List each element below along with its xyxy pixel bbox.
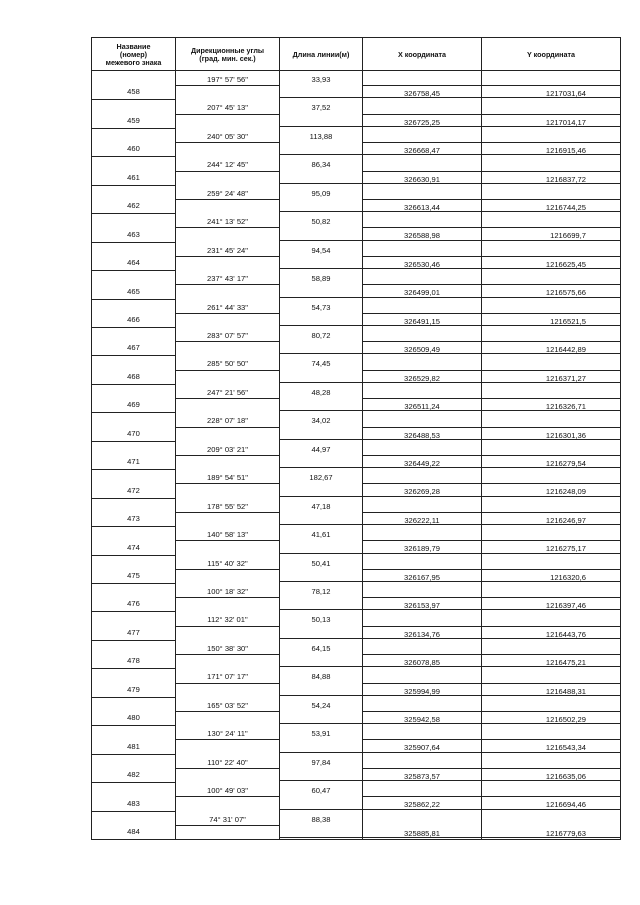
row-divider <box>280 809 362 810</box>
row-divider <box>482 654 620 655</box>
line-length: 94,54 <box>311 245 331 255</box>
point-name: 483 <box>127 798 140 808</box>
y-coordinate: 1216779,63 <box>545 828 586 838</box>
row-divider <box>280 240 362 241</box>
row-divider <box>92 355 175 356</box>
point-name: 469 <box>127 400 140 410</box>
point-name: 480 <box>127 713 140 723</box>
boundary-table <box>91 37 621 840</box>
x-coordinate: 326758,45 <box>404 89 440 99</box>
direction-angle: 189° 54' 51" <box>207 473 248 483</box>
point-name: 465 <box>127 286 140 296</box>
row-divider <box>363 199 481 200</box>
line-length: 97,84 <box>311 757 331 767</box>
header-name: Название (номер) межевого знака <box>105 41 162 67</box>
row-divider <box>176 597 279 598</box>
row-divider <box>176 654 279 655</box>
x-coordinate: 325994,99 <box>404 686 440 696</box>
row-divider <box>280 268 362 269</box>
x-coordinate: 326078,85 <box>404 658 440 668</box>
row-divider <box>280 752 362 753</box>
row-divider <box>280 780 362 781</box>
direction-angle: 112° 32' 01" <box>207 615 248 625</box>
row-divider <box>92 583 175 584</box>
direction-angle: 130° 24' 11" <box>207 729 248 739</box>
x-coordinate: 326491,15 <box>404 316 440 326</box>
point-name: 482 <box>127 770 140 780</box>
row-divider <box>280 695 362 696</box>
row-divider <box>363 626 481 627</box>
header-y: Y координата <box>527 49 575 59</box>
point-name: 467 <box>127 343 140 353</box>
y-coordinate: 1216488,31 <box>545 686 586 696</box>
line-length: 86,34 <box>311 160 331 170</box>
row-divider <box>280 666 362 667</box>
row-divider <box>176 199 279 200</box>
row-divider <box>92 213 175 214</box>
row-divider <box>92 668 175 669</box>
row-divider <box>482 199 620 200</box>
point-name: 461 <box>127 172 140 182</box>
row-divider <box>363 114 481 115</box>
point-name: 466 <box>127 315 140 324</box>
line-length: 64,15 <box>311 643 331 653</box>
row-divider <box>176 540 279 541</box>
row-divider <box>363 171 481 172</box>
row-divider <box>482 427 620 428</box>
row-divider <box>176 341 279 342</box>
row-divider <box>363 227 481 228</box>
row-divider <box>363 569 481 570</box>
row-divider <box>176 284 279 285</box>
table-header <box>92 38 620 71</box>
line-length: 60,47 <box>311 786 331 796</box>
x-coordinate: 326509,49 <box>404 345 440 355</box>
line-length: 50,41 <box>311 558 331 568</box>
y-coordinate: 1216502,29 <box>545 715 586 724</box>
row-divider <box>482 227 620 228</box>
row-divider <box>280 382 362 383</box>
row-divider <box>363 455 481 456</box>
direction-angle: 140° 58' 13" <box>207 530 248 540</box>
row-divider <box>280 325 362 326</box>
row-divider <box>280 581 362 582</box>
y-coordinate: 1216443,76 <box>545 629 586 639</box>
direction-angle: 100° 18' 32" <box>207 587 248 596</box>
row-divider <box>92 128 175 129</box>
row-divider <box>176 256 279 257</box>
line-length: 44,97 <box>311 444 331 454</box>
y-coordinate: 1216699,7 <box>550 231 586 241</box>
x-coordinate: 326134,76 <box>404 629 440 639</box>
line-length: 84,88 <box>311 672 331 682</box>
line-length: 113,88 <box>309 131 333 141</box>
direction-angle: 241° 13' 52" <box>207 217 248 227</box>
point-name: 471 <box>127 457 140 467</box>
row-divider <box>363 370 481 371</box>
x-coordinate: 326529,82 <box>404 373 440 383</box>
row-divider <box>482 711 620 712</box>
row-divider <box>92 384 175 385</box>
header-length: Длина линии(м) <box>292 49 350 59</box>
line-length: 182,67 <box>309 473 333 483</box>
row-divider <box>363 341 481 342</box>
point-name: 460 <box>127 144 140 154</box>
line-length: 47,18 <box>311 501 331 511</box>
row-divider <box>363 313 481 314</box>
point-name: 470 <box>127 428 140 438</box>
row-divider <box>482 683 620 684</box>
y-coordinate: 1216475,21 <box>545 658 586 668</box>
x-coordinate: 326725,25 <box>404 117 440 127</box>
x-coordinate: 326630,91 <box>404 174 440 184</box>
row-divider <box>92 754 175 755</box>
x-coordinate: 326167,95 <box>404 572 440 582</box>
line-length: 88,38 <box>311 814 331 824</box>
direction-angle: 231° 45' 24" <box>207 245 248 255</box>
row-divider <box>176 512 279 513</box>
line-length: 95,09 <box>311 188 331 198</box>
direction-angle: 115° 40' 32" <box>207 558 248 568</box>
line-length: 48,28 <box>311 387 331 397</box>
row-divider <box>92 697 175 698</box>
row-divider <box>482 256 620 257</box>
x-coordinate: 326613,44 <box>404 203 440 212</box>
point-name: 478 <box>127 656 140 666</box>
direction-angle: 74° 31' 07" <box>209 814 246 824</box>
x-coordinate: 326449,22 <box>404 459 440 468</box>
y-coordinate: 1216837,72 <box>545 174 586 184</box>
row-divider <box>280 353 362 354</box>
row-divider <box>280 297 362 298</box>
y-coordinate: 1216301,36 <box>545 430 586 440</box>
x-coordinate: 325862,22 <box>404 800 440 810</box>
row-divider <box>176 569 279 570</box>
x-coordinate: 326530,46 <box>404 259 440 269</box>
header-angle: Дирекционные углы (град. мин. сек.) <box>190 45 265 63</box>
row-divider <box>280 410 362 411</box>
y-coordinate: 1216326,71 <box>545 402 586 412</box>
row-divider <box>92 526 175 527</box>
row-divider <box>482 739 620 740</box>
row-divider <box>280 467 362 468</box>
row-divider <box>482 512 620 513</box>
header-x: X координата <box>397 49 447 59</box>
row-divider <box>482 114 620 115</box>
y-coordinate: 1216248,09 <box>545 487 586 497</box>
row-divider <box>363 483 481 484</box>
row-divider <box>363 654 481 655</box>
direction-angle: 285° 50' 50" <box>207 359 248 369</box>
line-length: 50,13 <box>311 615 331 625</box>
x-coordinate: 326222,11 <box>404 515 440 525</box>
y-coordinate: 1216625,45 <box>545 259 586 269</box>
row-divider <box>176 142 279 143</box>
point-name: 479 <box>127 684 140 694</box>
row-divider <box>92 811 175 812</box>
direction-angle: 237° 43' 17" <box>207 274 248 284</box>
point-name: 464 <box>127 258 140 268</box>
row-divider <box>280 723 362 724</box>
row-divider <box>176 796 279 797</box>
x-coordinate: 326499,01 <box>404 288 440 298</box>
row-divider <box>363 540 481 541</box>
row-divider <box>363 142 481 143</box>
x-coordinate: 325885,81 <box>404 828 440 838</box>
row-divider <box>92 555 175 556</box>
line-length: 74,45 <box>311 359 331 369</box>
y-coordinate: 1216694,46 <box>545 800 586 810</box>
row-divider <box>363 85 481 86</box>
direction-angle: 165° 03' 52" <box>207 700 248 710</box>
row-divider <box>92 725 175 726</box>
y-coordinate: 1216744,25 <box>545 203 586 212</box>
row-divider <box>176 683 279 684</box>
row-divider <box>363 597 481 598</box>
y-coordinate: 1217014,17 <box>545 117 586 127</box>
point-name: 459 <box>127 115 140 125</box>
row-divider <box>176 114 279 115</box>
point-name: 481 <box>127 741 140 751</box>
line-length: 50,82 <box>311 217 331 227</box>
row-divider <box>482 455 620 456</box>
direction-angle: 283° 07' 57" <box>207 331 248 340</box>
row-divider <box>280 496 362 497</box>
row-divider <box>92 270 175 271</box>
y-coordinate: 1216246,97 <box>545 515 586 525</box>
point-name: 474 <box>127 542 140 552</box>
line-length: 33,93 <box>311 75 331 84</box>
line-length: 54,24 <box>311 700 331 710</box>
y-coordinate: 1216371,27 <box>545 373 586 383</box>
row-divider <box>482 569 620 570</box>
row-divider <box>482 284 620 285</box>
row-divider <box>92 412 175 413</box>
row-divider <box>363 796 481 797</box>
line-length: 37,52 <box>311 103 331 113</box>
row-divider <box>92 299 175 300</box>
row-divider <box>92 611 175 612</box>
row-divider <box>482 85 620 86</box>
point-name: 468 <box>127 371 140 381</box>
row-divider <box>363 427 481 428</box>
direction-angle: 100° 49' 03" <box>207 786 248 796</box>
x-coordinate: 326588,98 <box>404 231 440 241</box>
row-divider <box>176 398 279 399</box>
direction-angle: 110° 22' 40" <box>207 757 248 767</box>
row-divider <box>482 313 620 314</box>
row-divider <box>280 439 362 440</box>
point-name: 484 <box>127 827 140 836</box>
row-divider <box>363 739 481 740</box>
row-divider <box>482 171 620 172</box>
row-divider <box>280 211 362 212</box>
row-divider <box>363 256 481 257</box>
row-divider <box>176 768 279 769</box>
point-name: 463 <box>127 229 140 239</box>
direction-angle: 228° 07' 18" <box>207 416 248 426</box>
x-coordinate: 325907,64 <box>404 743 440 753</box>
row-divider <box>176 370 279 371</box>
row-divider <box>280 97 362 98</box>
direction-angle: 261° 44' 33" <box>207 302 248 312</box>
point-name: 473 <box>127 514 140 524</box>
y-coordinate: 1216279,54 <box>545 459 586 468</box>
row-divider <box>482 768 620 769</box>
row-divider <box>363 711 481 712</box>
point-name: 475 <box>127 571 140 580</box>
y-coordinate: 1216442,89 <box>545 345 586 355</box>
row-divider <box>92 156 175 157</box>
point-name: 458 <box>127 87 140 97</box>
y-coordinate: 1217031,64 <box>545 89 586 99</box>
y-coordinate: 1216635,06 <box>545 771 586 781</box>
row-divider <box>92 99 175 100</box>
line-length: 54,73 <box>311 302 331 312</box>
row-divider <box>280 638 362 639</box>
row-divider <box>363 768 481 769</box>
row-divider <box>280 553 362 554</box>
y-coordinate: 1216543,34 <box>545 743 586 753</box>
line-length: 80,72 <box>311 331 331 340</box>
row-divider <box>482 483 620 484</box>
row-divider <box>482 597 620 598</box>
row-divider <box>92 640 175 641</box>
row-divider <box>482 142 620 143</box>
row-divider <box>92 327 175 328</box>
row-divider <box>176 825 279 826</box>
direction-angle: 259° 24' 48" <box>207 188 248 198</box>
row-divider <box>176 739 279 740</box>
point-name: 472 <box>127 485 140 495</box>
row-divider <box>280 837 362 838</box>
row-divider <box>482 341 620 342</box>
direction-angle: 244° 12' 45" <box>207 160 248 170</box>
point-name: 476 <box>127 599 140 609</box>
row-divider <box>92 469 175 470</box>
direction-angle: 150° 38' 30" <box>207 643 248 653</box>
row-divider <box>280 609 362 610</box>
point-name: 462 <box>127 201 140 211</box>
x-coordinate: 326153,97 <box>404 601 440 611</box>
x-coordinate: 326269,28 <box>404 487 440 497</box>
direction-angle: 240° 05' 30" <box>207 131 248 141</box>
direction-angle: 197° 57' 56" <box>207 75 248 84</box>
point-name: 477 <box>127 627 140 637</box>
x-coordinate: 326488,53 <box>404 430 440 440</box>
x-coordinate: 326511,24 <box>404 402 440 412</box>
y-coordinate: 1216275,17 <box>545 544 586 554</box>
row-divider <box>280 524 362 525</box>
x-coordinate: 326668,47 <box>404 146 440 156</box>
x-coordinate: 325873,57 <box>404 771 440 781</box>
line-length: 78,12 <box>311 587 331 596</box>
y-coordinate: 1216521,5 <box>550 316 586 326</box>
y-coordinate: 1216915,46 <box>545 146 586 156</box>
line-length: 53,91 <box>311 729 331 739</box>
line-length: 58,89 <box>311 274 331 284</box>
line-length: 34,02 <box>311 416 331 426</box>
row-divider <box>176 483 279 484</box>
x-coordinate: 325942,58 <box>404 715 440 724</box>
row-divider <box>176 427 279 428</box>
y-coordinate: 1216320,6 <box>550 572 586 582</box>
row-divider <box>482 370 620 371</box>
row-divider <box>176 711 279 712</box>
row-divider <box>280 126 362 127</box>
row-divider <box>280 183 362 184</box>
row-divider <box>280 154 362 155</box>
row-divider <box>92 782 175 783</box>
direction-angle: 209° 03' 21" <box>207 444 248 454</box>
row-divider <box>92 498 175 499</box>
row-divider <box>363 284 481 285</box>
column-divider <box>175 38 176 839</box>
y-coordinate: 1216575,66 <box>545 288 586 298</box>
row-divider <box>363 512 481 513</box>
row-divider <box>176 171 279 172</box>
row-divider <box>176 455 279 456</box>
row-divider <box>482 796 620 797</box>
row-divider <box>363 398 481 399</box>
row-divider <box>482 540 620 541</box>
row-divider <box>482 398 620 399</box>
row-divider <box>363 683 481 684</box>
direction-angle: 171° 07' 17" <box>207 672 248 682</box>
line-length: 41,61 <box>311 530 331 540</box>
row-divider <box>92 185 175 186</box>
x-coordinate: 326189,79 <box>404 544 440 554</box>
direction-angle: 247° 21' 56" <box>207 387 248 397</box>
row-divider <box>482 626 620 627</box>
direction-angle: 178° 55' 52" <box>207 501 248 511</box>
row-divider <box>176 626 279 627</box>
row-divider <box>92 242 175 243</box>
direction-angle: 207° 45' 13" <box>207 103 248 113</box>
row-divider <box>176 313 279 314</box>
row-divider <box>176 227 279 228</box>
row-divider <box>92 441 175 442</box>
row-divider <box>176 85 279 86</box>
y-coordinate: 1216397,46 <box>545 601 586 611</box>
